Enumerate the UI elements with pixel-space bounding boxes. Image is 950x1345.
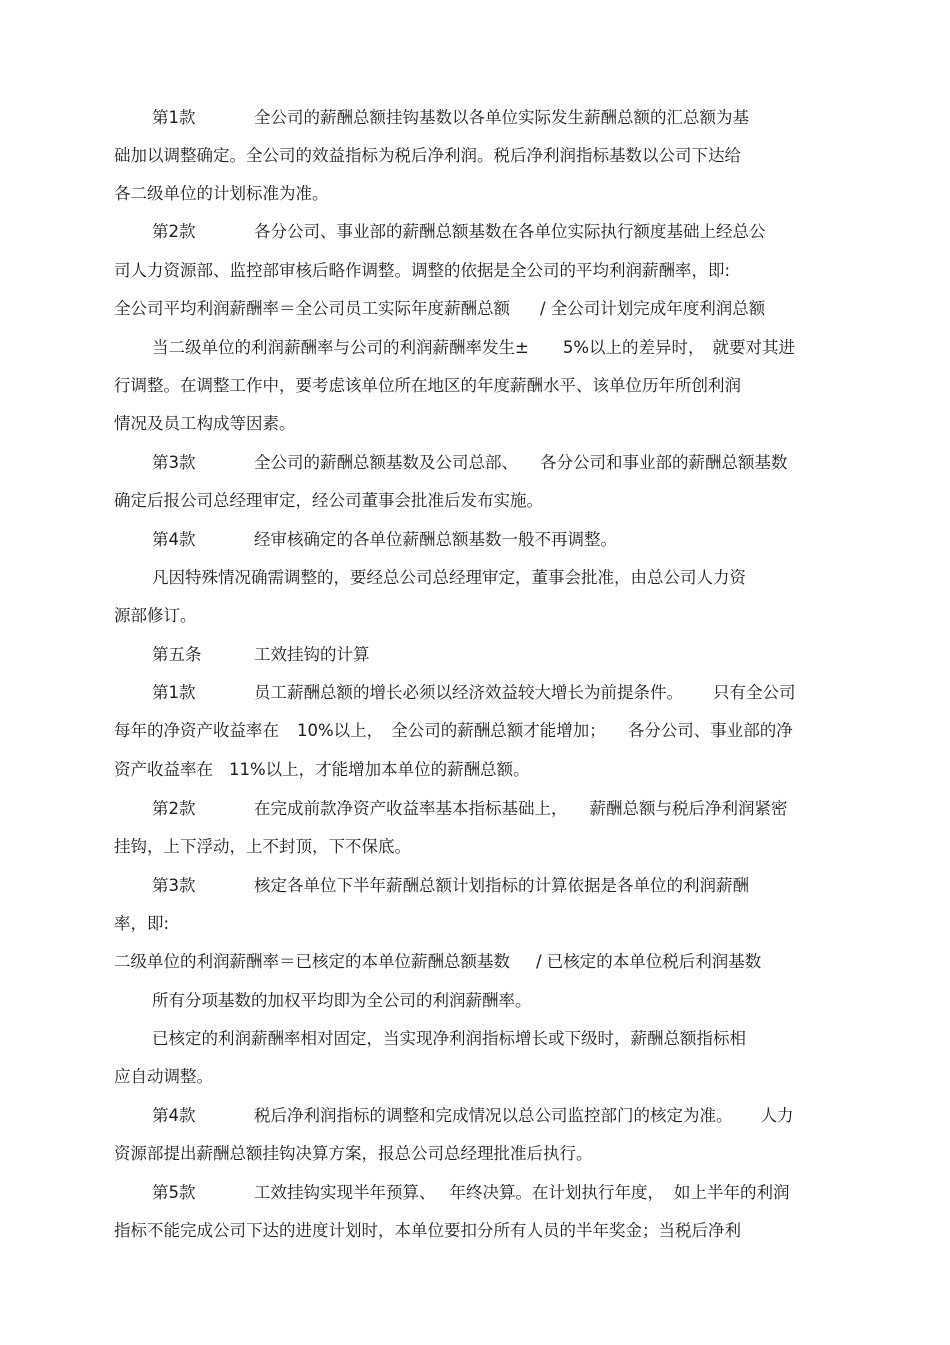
p8-text-3a: 资产收益率在: [114, 760, 213, 779]
p4-line-2: 确定后报公司总经理审定，经公司董事会批准后发布实施。: [114, 491, 543, 510]
p2-line-2: 司人力资源部、监控部审核后略作调整。调整的依据是全公司的平均利润薪酬率，即:: [114, 261, 731, 280]
p10-text-1: 核定各单位下半年薪酬总额计划指标的计算依据是各单位的利润薪酬: [254, 876, 749, 895]
p3-text-1c: 就要对其进: [712, 338, 796, 357]
p3-text-1a: 当二级单位的利润薪酬率与公司的利润薪酬率发生±: [152, 338, 529, 357]
p10-line-2: 率，即:: [114, 914, 170, 933]
clause-label: 第1款: [152, 683, 196, 702]
p4-text-1b: 各分公司和事业部的薪酬总额基数: [540, 453, 788, 472]
clause-label: 第1款: [152, 108, 196, 127]
p8-text-2d: 各分公司、事业部的净: [627, 721, 793, 740]
p4-text-1a: 全公司的薪酬总额基数及公司总部、: [254, 453, 518, 472]
p1-text-1: 全公司的薪酬总额挂钩基数以各单位实际发生薪酬总额的汇总额为基: [254, 108, 749, 127]
p9-text-1b: 薪酬总额与税后净利润紧密: [589, 799, 788, 818]
p5-line-1: [152, 529, 617, 551]
formula-1-right: / 全公司计划完成年度利润总额: [540, 299, 766, 318]
article-heading: [152, 644, 370, 666]
p8-text-3b: 11%以上，才能增加本单位的薪酬总额。: [229, 760, 530, 779]
p9-line-2: 挂钩，上下浮动，上不封顶，下不保底。: [114, 837, 411, 856]
clause-label: 第3款: [152, 453, 196, 472]
p2-line-1: [152, 221, 766, 243]
p3-text-1b: 5%以上的差异时，: [562, 338, 705, 357]
p13-line-1: [152, 1105, 794, 1127]
clause-label: 第5款: [152, 1183, 196, 1202]
formula-2: [114, 951, 761, 973]
p1-line-2: 础加以调整确定。全公司的效益指标为税后净利润。税后净利润指标基数以公司下达给: [114, 146, 741, 165]
p14-line-2: 指标不能完成公司下达的进度计划时，本单位要扣分所有人员的半年奖金；当税后净利: [114, 1221, 741, 1240]
clause-label: 第3款: [152, 876, 196, 895]
p8-line-3: [114, 759, 530, 781]
p6-line-1: 凡因特殊情况确需调整的，要经总公司总经理审定，董事会批准，由总公司人力资: [152, 568, 746, 587]
p13-line-2: 资源部提出薪酬总额挂钩决算方案，报总公司总经理批准后执行。: [114, 1144, 593, 1163]
p2-text-1: 各分公司、事业部的薪酬总额基数在各单位实际执行额度基础上经总公: [254, 222, 766, 241]
p3-line-1: [152, 337, 795, 359]
clause-label: 第4款: [152, 530, 196, 549]
p1-line-1: [152, 107, 749, 129]
p14-line-1: [152, 1182, 790, 1204]
p5-text-1: 经审核确定的各单位薪酬总额基数一般不再调整。: [254, 530, 617, 549]
p8-text-1b: 只有全公司: [713, 683, 796, 702]
article-label: 第五条: [152, 645, 202, 664]
formula-2-right: / 已核定的本单位税后利润基数: [536, 952, 762, 971]
formula-1: [114, 298, 765, 320]
p4-line-1: [152, 452, 788, 474]
p8-text-2a: 每年的净资产收益率在: [114, 721, 279, 740]
p14-text-1c: 如上半年的利润: [674, 1183, 790, 1202]
p3-line-2: 行调整。在调整工作中，要考虑该单位所在地区的年度薪酬水平、该单位历年所创利润: [114, 376, 741, 395]
clause-label: 第2款: [152, 799, 196, 818]
p9-text-1a: 在完成前款净资产收益率基本指标基础上，: [254, 799, 568, 818]
p6-line-2: 源部修订。: [114, 606, 197, 625]
p13-text-1b: 人力: [760, 1106, 794, 1125]
p8-line-1: [152, 682, 796, 704]
p12-line-2: 应自动调整。: [114, 1067, 213, 1086]
p8-text-2b: 10%以上，: [297, 721, 384, 740]
p8-text-1a: 员工薪酬总额的增长必须以经济效益较大增长为前提条件。: [254, 683, 683, 702]
formula-1-left: 全公司平均利润薪酬率＝全公司员工实际年度薪酬总额: [114, 299, 510, 318]
p8-text-2c: 全公司的薪酬总额才能增加；: [391, 721, 606, 740]
clause-label: 第2款: [152, 222, 196, 241]
p11-line-1: 所有分项基数的加权平均即为全公司的利润薪酬率。: [152, 991, 532, 1010]
p1-line-3: 各二级单位的计划标准为准。: [114, 184, 329, 203]
formula-2-left: 二级单位的利润薪酬率＝已核定的本单位薪酬总额基数: [114, 952, 510, 971]
p9-line-1: [152, 798, 788, 820]
clause-label: 第4款: [152, 1106, 196, 1125]
p13-text-1a: 税后净利润指标的调整和完成情况以总公司监控部门的核定为准。: [254, 1106, 733, 1125]
p14-text-1b: 年终决算。在计划执行年度，: [449, 1183, 664, 1202]
p3-line-3: 情况及员工构成等因素。: [114, 414, 296, 433]
p14-text-1a: 工效挂钩实现半年预算、: [254, 1183, 436, 1202]
article-title: 工效挂钩的计算: [254, 645, 370, 664]
p10-line-1: [152, 875, 749, 897]
p8-line-2: [114, 720, 793, 742]
p12-line-1: 已核定的利润薪酬率相对固定，当实现净利润指标增长或下级时，薪酬总额指标相: [152, 1029, 746, 1048]
